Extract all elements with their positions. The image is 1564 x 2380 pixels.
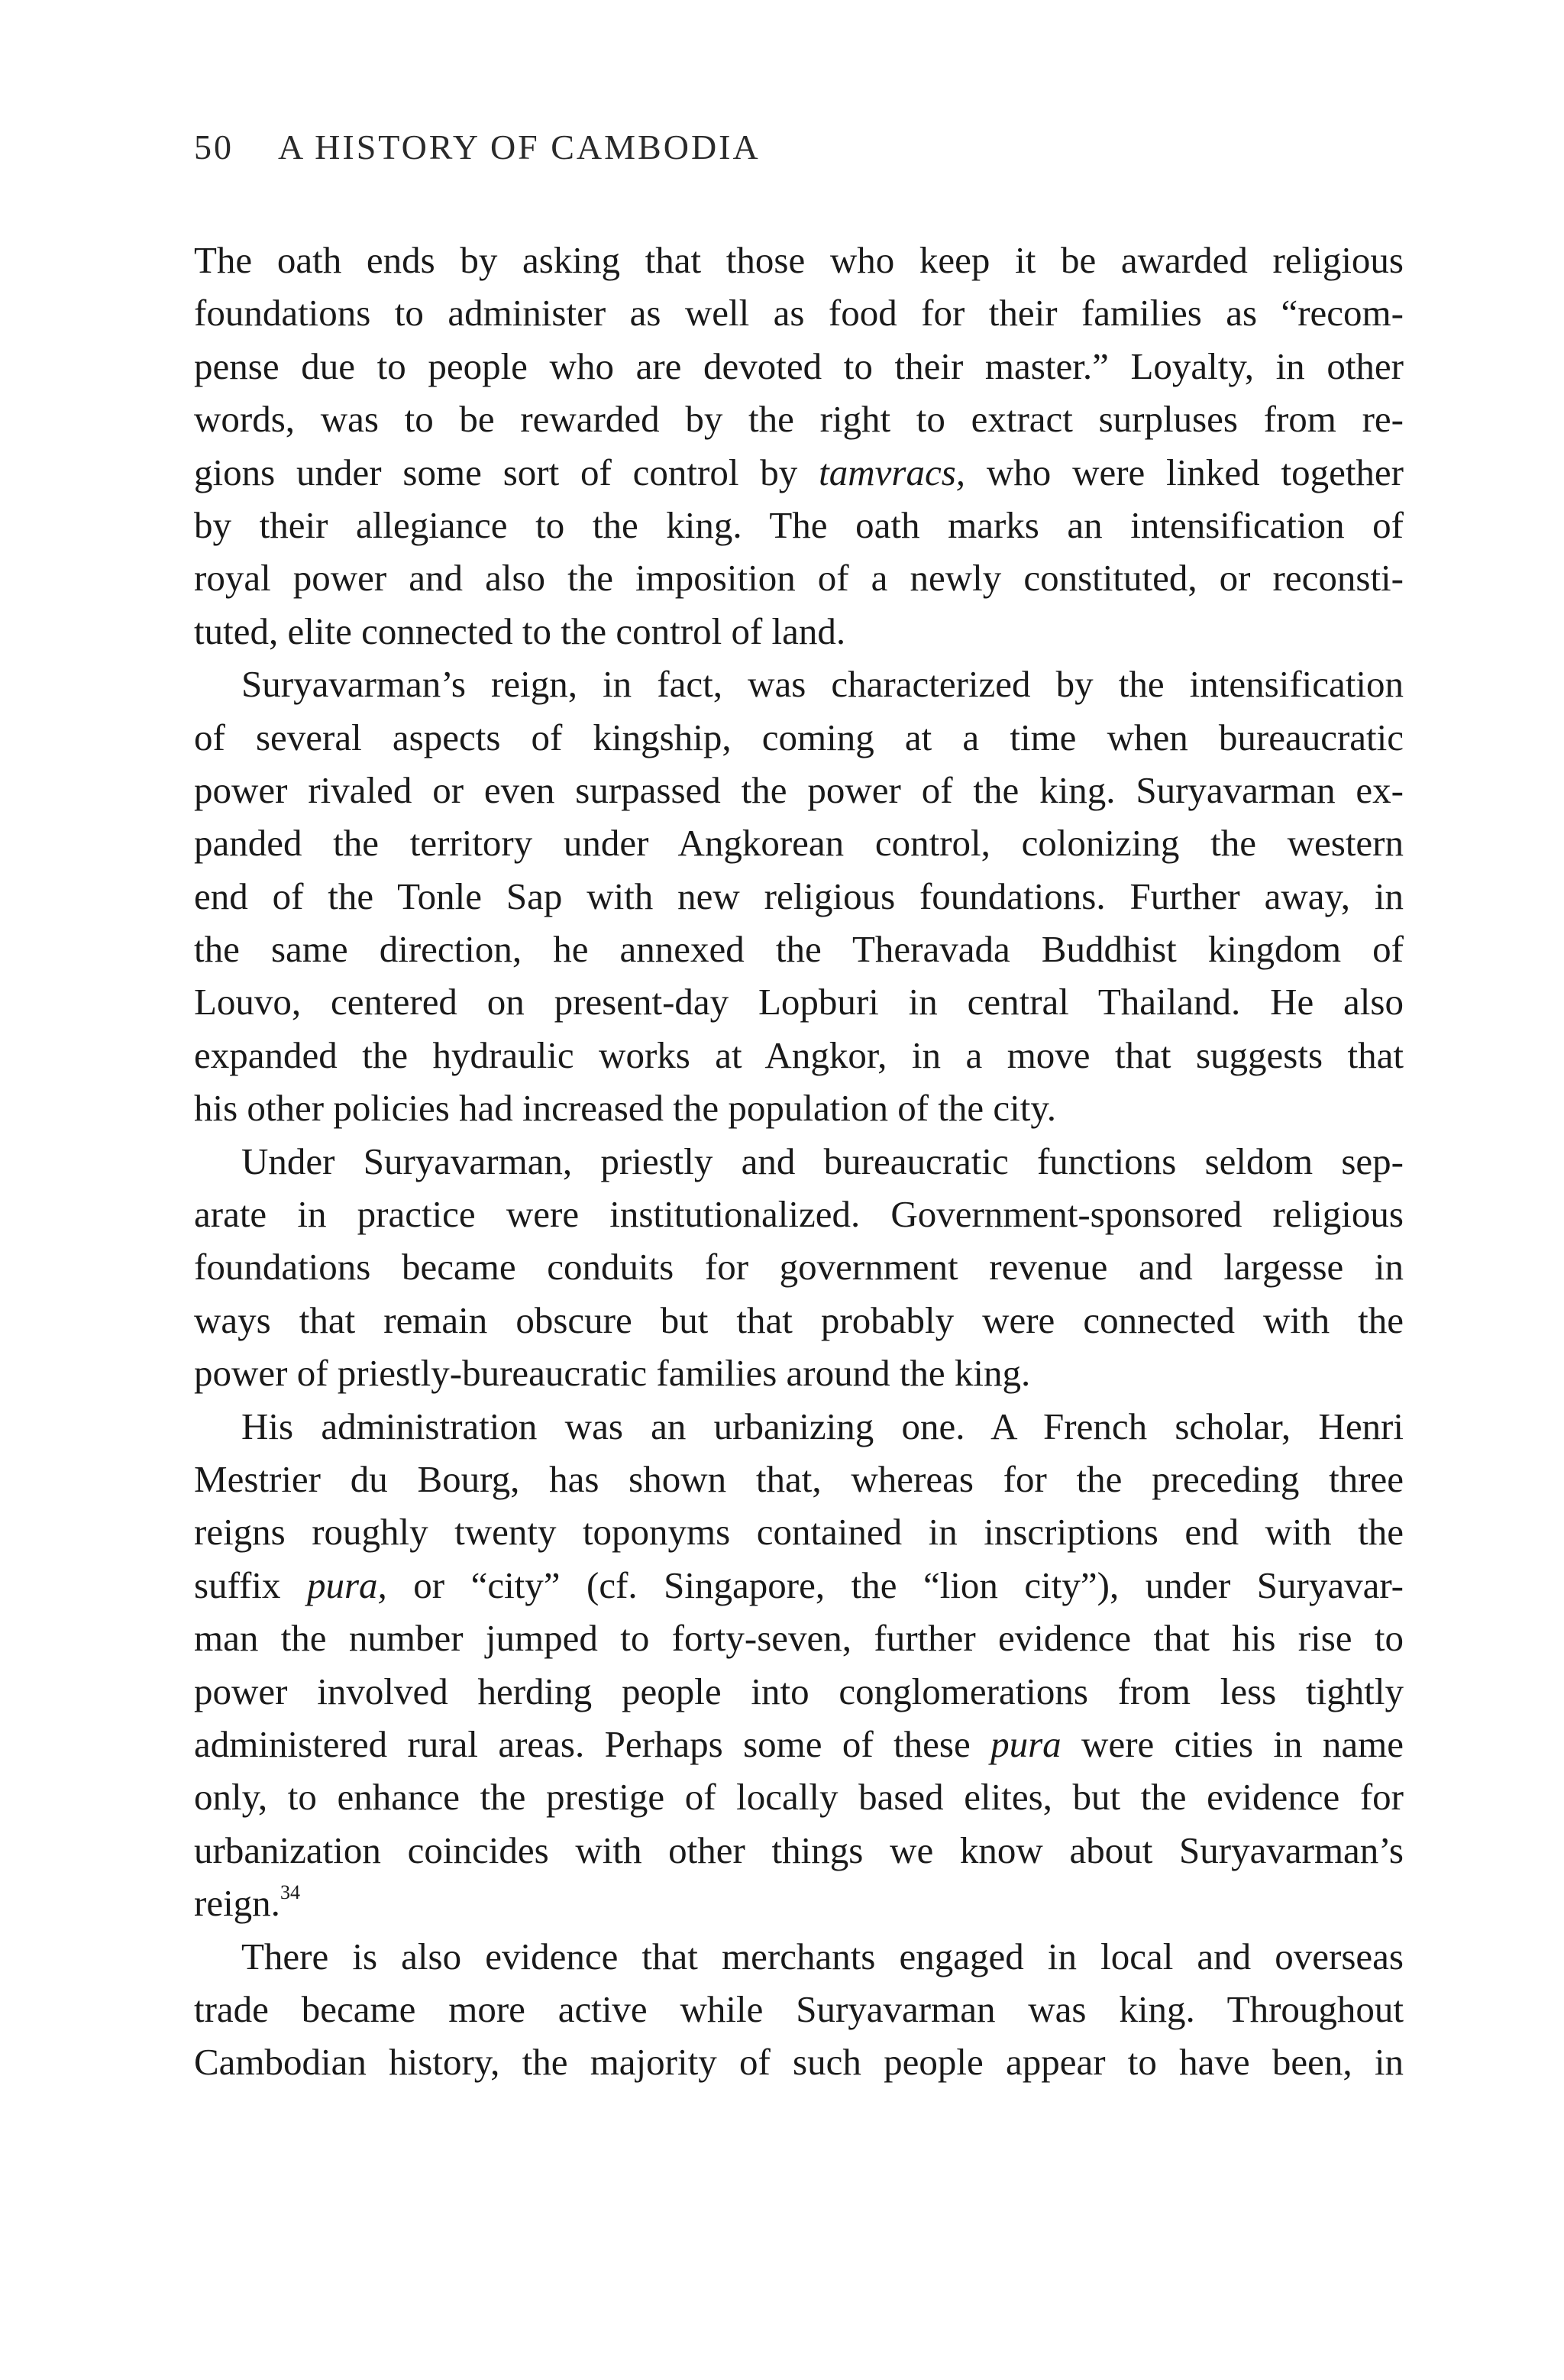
- paragraph: [194, 1400, 1404, 1930]
- text-line: Louvo, centered on present-day Lopburi in central Thailand. He also: [194, 981, 1404, 1023]
- text-line: only, to enhance the prestige of locally based elites, but the evidence for: [194, 1776, 1404, 1819]
- text-line: man the number jumped to forty-seven, further evidence that his rise to: [194, 1617, 1404, 1660]
- running-title: A HISTORY OF CAMBODIA: [278, 128, 761, 167]
- text-line: His administration was an urbanizing one. A French scholar, Henri: [241, 1405, 1404, 1447]
- italic-term: tamvracs,: [819, 451, 966, 493]
- text-line: tuted, elite connected to the control of land.: [194, 610, 846, 652]
- text-line: The oath ends by asking that those who keep it be awarded religious: [194, 239, 1404, 281]
- text-line: expanded the hydraulic works at Angkor, in a move that suggests that: [194, 1033, 1404, 1076]
- text-line: administered rural areas. Perhaps some of these pura were cities in name: [194, 1722, 1404, 1765]
- text-line: gions under some sort of control by tamvracs, who were linked together: [194, 451, 1404, 493]
- text-line: There is also evidence that merchants engaged in local and overseas: [241, 1935, 1404, 1977]
- footnote-ref[interactable]: 34: [280, 1881, 300, 1904]
- italic-term: pura: [990, 1722, 1062, 1765]
- text-line: foundations became conduits for government revenue and largesse in: [194, 1246, 1404, 1289]
- text-line: foundations to administer as well as food for their families as “recom-: [194, 292, 1404, 335]
- text-line: trade became more active while Suryavarman was king. Throughout: [194, 1987, 1404, 2030]
- text-line: the same direction, he annexed the Theravada Buddhist kingdom of: [194, 928, 1404, 971]
- text-line: Suryavarman’s reign, in fact, was characterized by the intensification: [241, 663, 1404, 706]
- paragraph: [194, 234, 1404, 658]
- paragraph: [194, 1930, 1404, 2089]
- text-line: royal power and also the imposition of a newly constituted, or reconsti-: [194, 557, 1404, 600]
- text-line: end of the Tonle Sap with new religious foundations. Further away, in: [194, 875, 1404, 917]
- text-line: of several aspects of kingship, coming at a time when bureaucratic: [194, 716, 1404, 758]
- text-line: Under Suryavarman, priestly and bureaucratic functions seldom sep-: [241, 1140, 1404, 1182]
- text-line: panded the territory under Angkorean control, colonizing the western: [194, 822, 1404, 865]
- text-line: power involved herding people into conglomerations from less tightly: [194, 1670, 1404, 1712]
- paragraph: [194, 1135, 1404, 1400]
- text-line: Cambodian history, the majority of such people appear to have been, in: [194, 2041, 1404, 2084]
- paragraph: [194, 658, 1404, 1135]
- text-line: power of priestly-bureaucratic families around the king.: [194, 1352, 1031, 1395]
- text-line: suffix pura, or “city” (cf. Singapore, the “lion city”), under Suryavar-: [194, 1563, 1404, 1606]
- page-number: 50: [194, 128, 234, 167]
- text-line: reigns roughly twenty toponyms contained in inscriptions end with the: [194, 1511, 1404, 1554]
- text-line: ways that remain obscure but that probably were connected with the: [194, 1298, 1404, 1341]
- text-line: words, was to be rewarded by the right to extract surpluses from re-: [194, 398, 1404, 441]
- italic-term: pura,: [306, 1563, 387, 1606]
- text-line: power rivaled or even surpassed the power of the king. Suryavarman ex-: [194, 768, 1404, 811]
- text-line: pense due to people who are devoted to their master.” Loyalty, in other: [194, 344, 1404, 387]
- running-head: [194, 127, 761, 167]
- text-line: by their allegiance to the king. The oath marks an intensification of: [194, 503, 1404, 546]
- text-line: Mestrier du Bourg, has shown that, whereas for the preceding three: [194, 1457, 1404, 1500]
- text-line: arate in practice were institutionalized. Government-sponsored religious: [194, 1193, 1404, 1236]
- text-line: urbanization coincides with other things we know about Suryavarman’s: [194, 1829, 1404, 1871]
- text-line: reign.$^{34}$: [194, 1881, 300, 1925]
- text-line: his other policies had increased the population of the city.: [194, 1087, 1056, 1130]
- body-text: [194, 234, 1404, 2089]
